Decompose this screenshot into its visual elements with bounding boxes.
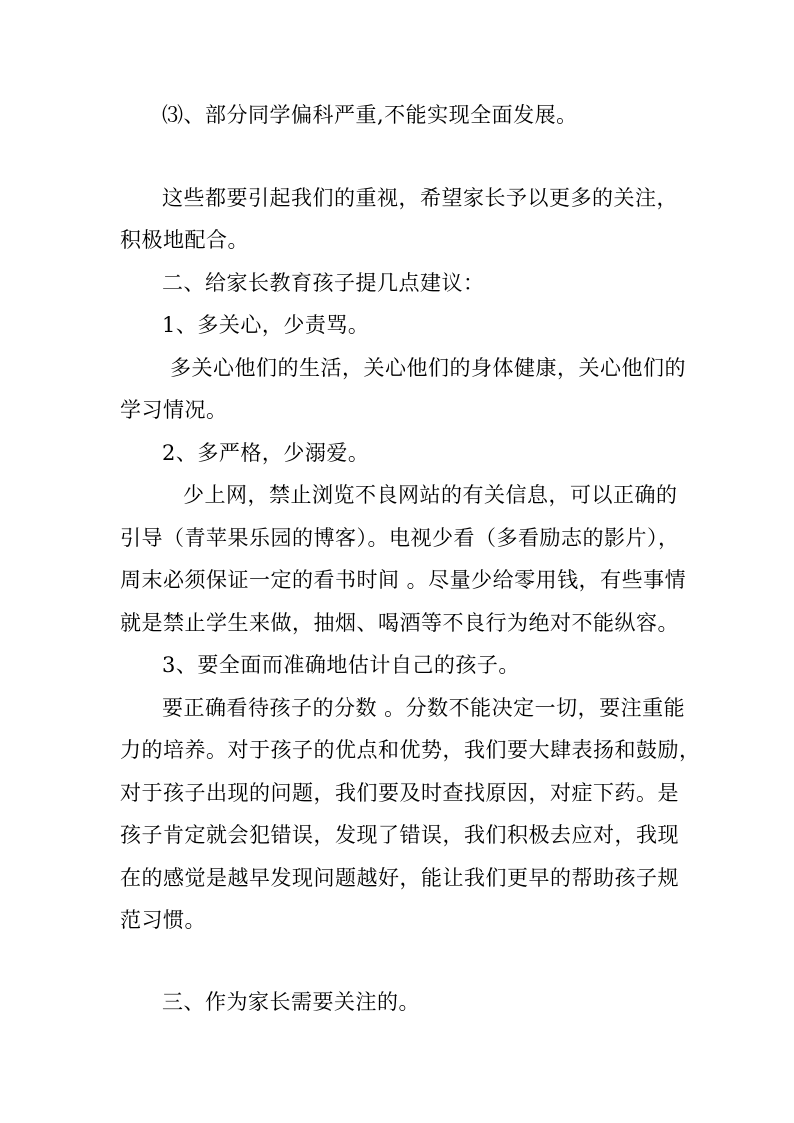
point-3-text: ⑶、部分同学偏科严重,不能实现全面发展。 xyxy=(162,103,578,127)
paragraph-line: 少上网，禁止浏览不良网站的有关信息，可以正确的 xyxy=(183,483,678,507)
paragraph-line: 这些都要引起我们的重视，希望家长予以更多的关注， xyxy=(162,186,678,210)
paragraph-line: 多关心他们的生活，关心他们的身体健康，关心他们的 xyxy=(170,356,686,380)
paragraph-line: 力的培养。对于孩子的优点和优势，我们要大肆表扬和鼓励， xyxy=(120,738,701,762)
subheading-1: 1、多关心，少责骂。 xyxy=(162,313,370,337)
subheading-3: 3、要全面而准确地估计自己的孩子。 xyxy=(162,653,520,677)
paragraph-line: 学习情况。 xyxy=(120,398,228,422)
paragraph-line: 就是禁止学生来做，抽烟、喝酒等不良行为绝对不能纵容。 xyxy=(120,611,679,635)
section-heading-2: 二、给家长教育孩子提几点建议： xyxy=(162,271,485,295)
paragraph-line: 要正确看待孩子的分数 。分数不能决定一切，要注重能 xyxy=(162,696,686,720)
section-heading-3: 三、作为家长需要关注的。 xyxy=(162,990,420,1014)
paragraph-line: 对于孩子出现的问题，我们要及时查找原因，对症下药。是 xyxy=(120,781,679,805)
subheading-2: 2、多严格，少溺爱。 xyxy=(162,441,370,465)
paragraph-line: 孩子肯定就会犯错误，发现了错误，我们积极去应对，我现 xyxy=(120,823,679,847)
paragraph-line: 引导（青苹果乐园的博客）。电视少看（多看励志的影片）， xyxy=(120,526,680,550)
paragraph-line: 积极地配合。 xyxy=(120,228,249,252)
paragraph-line: 周末必须保证一定的看书时间 。尽量少给零用钱，有些事情 xyxy=(120,568,687,592)
paragraph-line: 范习惯。 xyxy=(120,908,206,932)
paragraph-line: 在的感觉是越早发现问题越好，能让我们更早的帮助孩子规 xyxy=(120,866,679,890)
